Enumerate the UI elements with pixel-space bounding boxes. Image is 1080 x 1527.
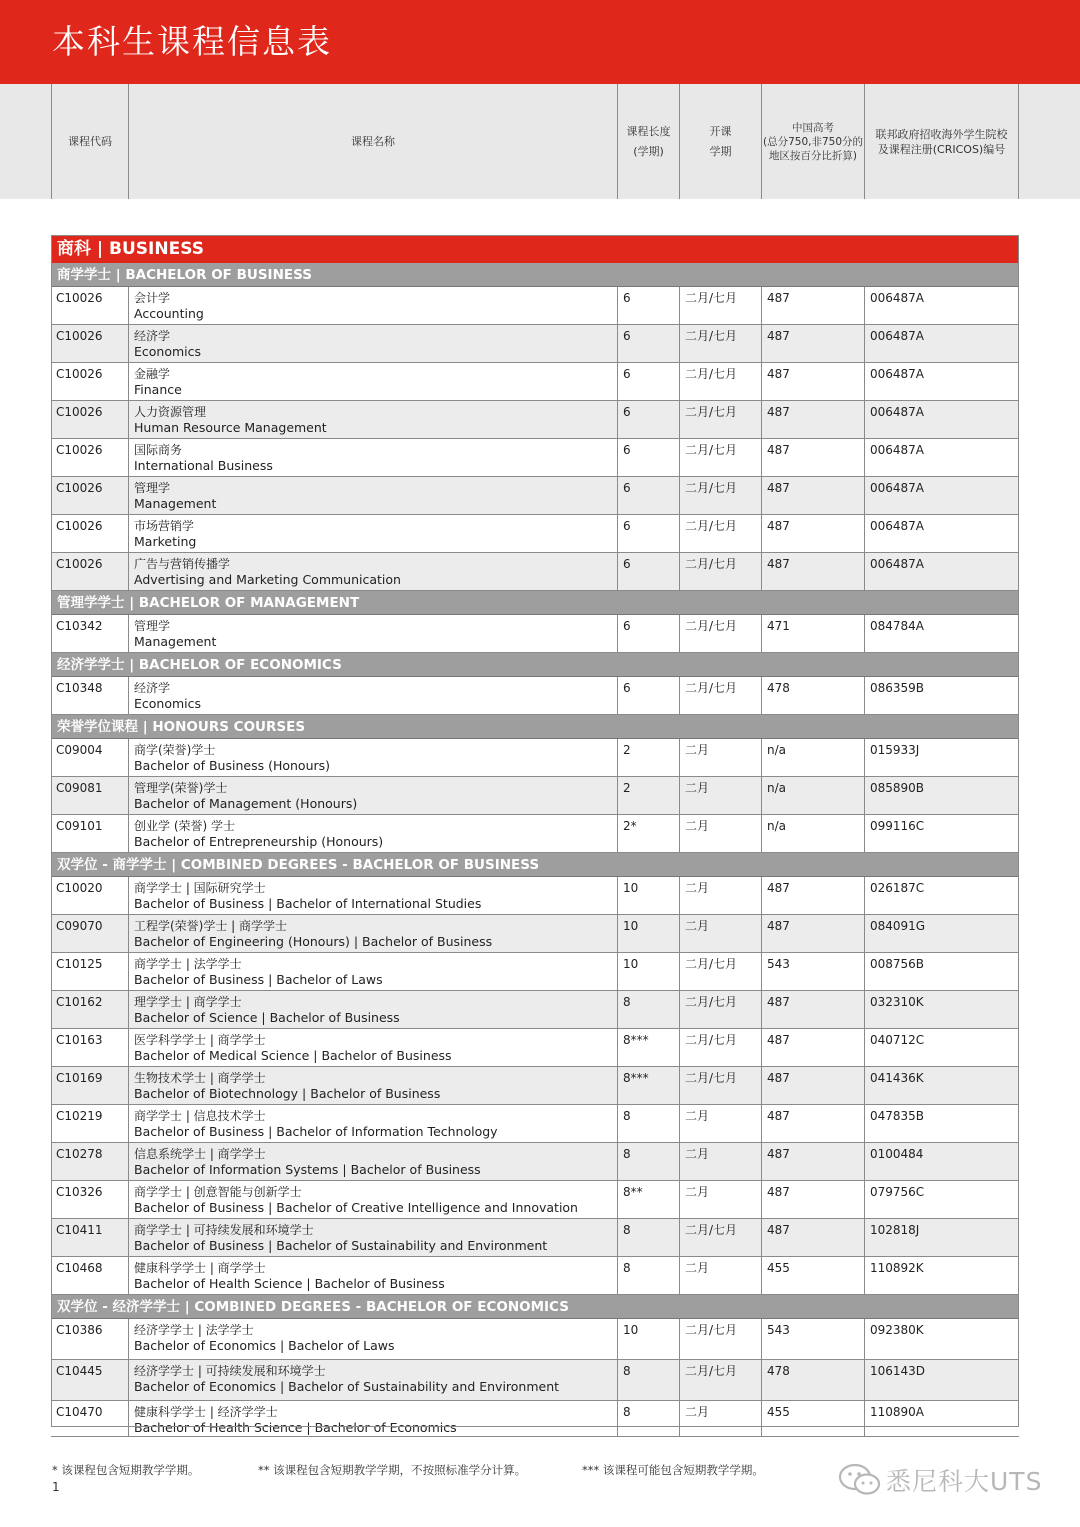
course-name <box>128 363 617 400</box>
table-row <box>51 1319 1019 1360</box>
course-name <box>128 1319 617 1359</box>
group-header: 商学学士 | BACHELOR OF BUSINESS <box>51 263 1019 287</box>
course-code: C10026 <box>56 519 103 533</box>
gaokao-score: 487 <box>761 1105 864 1142</box>
course-intake: 二月/七月 <box>679 991 761 1028</box>
cricos-code: 084784A <box>864 615 1019 652</box>
cricos-code: 006487A <box>864 515 1019 552</box>
section-business: 商科 | BUSINESS <box>51 235 1019 263</box>
course-length: 10 <box>617 1319 679 1359</box>
course-name-cn: 健康科学学士 | 经济学学士 <box>134 1405 278 1419</box>
course-name-cn: 人力资源管理 <box>134 405 207 419</box>
gaokao-score: 487 <box>761 1029 864 1066</box>
table-row <box>51 1257 1019 1295</box>
table-row <box>51 1181 1019 1219</box>
course-name <box>128 877 617 914</box>
course-code: C10125 <box>56 957 103 971</box>
table-row <box>51 739 1019 777</box>
course-intake: 二月/七月 <box>679 1219 761 1256</box>
table-row <box>51 615 1019 653</box>
course-name-cn: 管理学 <box>134 481 171 495</box>
course-name-en: Bachelor of Business (Honours) <box>134 758 331 773</box>
course-length: 10 <box>617 953 679 990</box>
course-code: C09081 <box>56 781 103 795</box>
course-name-cn: 经济学 <box>134 681 171 695</box>
table-row <box>51 777 1019 815</box>
course-length: 8 <box>617 1257 679 1294</box>
course-name-en: Marketing <box>134 534 197 549</box>
course-length: 8*** <box>617 1067 679 1104</box>
course-name <box>128 515 617 552</box>
course-intake: 二月 <box>679 1257 761 1294</box>
course-name-cn: 管理学 <box>134 619 171 633</box>
course-name-en: International Business <box>134 458 273 473</box>
course-name <box>128 953 617 990</box>
course-length: 6 <box>617 677 679 714</box>
course-length: 6 <box>617 439 679 476</box>
gaokao-score: 487 <box>761 915 864 952</box>
page-title: 本科生课程信息表 <box>52 22 332 61</box>
table-row <box>51 1067 1019 1105</box>
course-name <box>128 1143 617 1180</box>
gaokao-score: 543 <box>761 1319 864 1359</box>
course-name <box>128 615 617 652</box>
course-code: C10219 <box>56 1109 103 1123</box>
gaokao-score: n/a <box>761 777 864 814</box>
course-name <box>128 1401 617 1436</box>
course-name-cn: 信息系统学士 | 商学学士 <box>134 1147 266 1161</box>
wechat-logo <box>836 1460 1056 1500</box>
table-row <box>51 991 1019 1029</box>
course-length: 6 <box>617 477 679 514</box>
course-length: 6 <box>617 615 679 652</box>
gaokao-score: 487 <box>761 1181 864 1218</box>
course-code: C10026 <box>56 367 103 381</box>
group-header: 双学位 - 商学学士 | COMBINED DEGREES - BACHELOR OF BUSINESS <box>51 853 1019 877</box>
course-name-cn: 商学学士 | 法学学士 <box>134 957 242 971</box>
cricos-code: 110890A <box>864 1401 1019 1436</box>
gaokao-score: 487 <box>761 515 864 552</box>
course-length: 6 <box>617 325 679 362</box>
gaokao-score: 487 <box>761 1067 864 1104</box>
course-intake: 二月/七月 <box>679 477 761 514</box>
course-name-cn: 商学学士 | 创意智能与创新学士 <box>134 1185 302 1199</box>
table-row <box>51 439 1019 477</box>
course-name-cn: 理学学士 | 商学学士 <box>134 995 242 1009</box>
course-name-cn: 健康科学学士 | 商学学士 <box>134 1261 266 1275</box>
course-name-cn: 经济学学士 | 可持续发展和环境学士 <box>134 1364 326 1378</box>
course-intake: 二月/七月 <box>679 677 761 714</box>
table-row <box>51 477 1019 515</box>
course-name-en: Bachelor of Engineering (Honours) | Bachelor of Business <box>134 934 493 949</box>
logo-text: 悉尼科大UTS <box>886 1467 1043 1496</box>
gaokao-score: 487 <box>761 877 864 914</box>
course-name-cn: 生物技术学士 | 商学学士 <box>134 1071 266 1085</box>
gaokao-score: 487 <box>761 991 864 1028</box>
course-code: C10020 <box>56 881 103 895</box>
course-name-cn: 管理学(荣誉)学士 <box>134 781 228 795</box>
header-length: 课程长度 (学期) <box>626 124 671 158</box>
course-length: 10 <box>617 915 679 952</box>
course-length: 8 <box>617 1401 679 1436</box>
course-length: 6 <box>617 401 679 438</box>
cricos-code: 099116C <box>864 815 1019 852</box>
gaokao-score: 487 <box>761 401 864 438</box>
course-intake: 二月 <box>679 1143 761 1180</box>
course-intake: 二月 <box>679 815 761 852</box>
course-length: 2 <box>617 777 679 814</box>
course-name-en: Bachelor of Science | Bachelor of Business <box>134 1010 400 1025</box>
course-name-cn: 商学(荣誉)学士 <box>134 743 216 757</box>
course-name-en: Accounting <box>134 306 204 321</box>
cricos-code: 006487A <box>864 325 1019 362</box>
cricos-code: 006487A <box>864 553 1019 590</box>
header-divider <box>1018 84 1019 199</box>
gaokao-score: 487 <box>761 439 864 476</box>
course-length: 8 <box>617 991 679 1028</box>
course-name <box>128 553 617 590</box>
course-name <box>128 1029 617 1066</box>
course-name <box>128 1105 617 1142</box>
cricos-code: 006487A <box>864 401 1019 438</box>
course-length: 8 <box>617 1219 679 1256</box>
cricos-code: 047835B <box>864 1105 1019 1142</box>
table-row <box>51 677 1019 715</box>
table-row <box>51 287 1019 325</box>
course-name <box>128 915 617 952</box>
course-name-en: Bachelor of Business | Bachelor of International Studies <box>134 896 482 911</box>
gaokao-score: 487 <box>761 325 864 362</box>
cricos-code: 032310K <box>864 991 1019 1028</box>
course-code: C10026 <box>56 291 103 305</box>
gaokao-score: 487 <box>761 553 864 590</box>
course-name <box>128 401 617 438</box>
wechat-icon <box>836 1462 884 1498</box>
table-row <box>51 1401 1019 1437</box>
course-length: 6 <box>617 553 679 590</box>
course-code: C10386 <box>56 1323 103 1337</box>
gaokao-score: 478 <box>761 677 864 714</box>
course-code: C10169 <box>56 1071 103 1085</box>
course-name-en: Bachelor of Business | Bachelor of Information Technology <box>134 1124 498 1139</box>
course-name-en: Economics <box>134 344 202 359</box>
cricos-code: 015933J <box>864 739 1019 776</box>
course-name <box>128 477 617 514</box>
gaokao-score: 487 <box>761 287 864 324</box>
course-name <box>128 1067 617 1104</box>
gaokao-score: 487 <box>761 1143 864 1180</box>
course-intake: 二月/七月 <box>679 953 761 990</box>
course-code: C09070 <box>56 919 103 933</box>
course-code: C10342 <box>56 619 103 633</box>
course-name-cn: 创业学 (荣誉) 学士 <box>134 819 235 833</box>
footnote-3: *** 该课程可能包含短期教学学期。 <box>582 1463 764 1477</box>
course-name-en: Bachelor of Biotechnology | Bachelor of Business <box>134 1086 441 1101</box>
course-name <box>128 677 617 714</box>
course-code: C10348 <box>56 681 103 695</box>
course-name-en: Economics <box>134 696 202 711</box>
course-name-en: Bachelor of Business | Bachelor of Sustainability and Environment <box>134 1238 548 1253</box>
gaokao-score: n/a <box>761 815 864 852</box>
course-length: 2* <box>617 815 679 852</box>
group-header: 双学位 - 经济学学士 | COMBINED DEGREES - BACHELOR OF ECONOMICS <box>51 1295 1019 1319</box>
course-name-cn: 商学学士 | 信息技术学士 <box>134 1109 266 1123</box>
course-intake: 二月/七月 <box>679 1319 761 1359</box>
course-name <box>128 815 617 852</box>
course-name-cn: 会计学 <box>134 291 171 305</box>
course-code: C10026 <box>56 443 103 457</box>
header-code: 课程代码 <box>68 134 112 148</box>
table-row <box>51 1360 1019 1401</box>
course-code: C10026 <box>56 481 103 495</box>
group-header: 管理学学士 | BACHELOR OF MANAGEMENT <box>51 591 1019 615</box>
table-row <box>51 1029 1019 1067</box>
table-row <box>51 815 1019 853</box>
cricos-code: 006487A <box>864 477 1019 514</box>
course-code: C10326 <box>56 1185 103 1199</box>
cricos-code: 041436K <box>864 1067 1019 1104</box>
course-code: C09101 <box>56 819 103 833</box>
course-name-cn: 经济学学士 | 法学学士 <box>134 1323 254 1337</box>
gaokao-score: 487 <box>761 363 864 400</box>
course-length: 10 <box>617 877 679 914</box>
course-name-en: Advertising and Marketing Communication <box>134 572 401 587</box>
course-length: 6 <box>617 287 679 324</box>
course-intake: 二月 <box>679 1105 761 1142</box>
course-intake: 二月 <box>679 877 761 914</box>
course-name <box>128 325 617 362</box>
course-name-en: Bachelor of Economics | Bachelor of Sustainability and Environment <box>134 1379 560 1394</box>
footnote-2: ** 该课程包含短期教学学期，不按照标准学分计算。 <box>258 1463 527 1477</box>
course-intake: 二月/七月 <box>679 1360 761 1400</box>
table-row <box>51 915 1019 953</box>
table-row <box>51 877 1019 915</box>
course-name <box>128 1257 617 1294</box>
course-length: 8*** <box>617 1029 679 1066</box>
course-code: C10468 <box>56 1261 103 1275</box>
gaokao-score: 487 <box>761 1219 864 1256</box>
cricos-code: 085890B <box>864 777 1019 814</box>
course-name <box>128 1181 617 1218</box>
course-name-en: Bachelor of Business | Bachelor of Creative Intelligence and Innovation <box>134 1200 578 1215</box>
course-name-cn: 医学科学学士 | 商学学士 <box>134 1033 266 1047</box>
course-name-cn: 国际商务 <box>134 443 183 457</box>
table-row <box>51 1219 1019 1257</box>
cricos-code: 040712C <box>864 1029 1019 1066</box>
gaokao-score: 543 <box>761 953 864 990</box>
course-intake: 二月/七月 <box>679 325 761 362</box>
footnote-1: * 该课程包含短期教学学期。 <box>52 1463 200 1477</box>
course-name-en: Bachelor of Entrepreneurship (Honours) <box>134 834 384 849</box>
course-length: 6 <box>617 515 679 552</box>
course-name-en: Finance <box>134 382 182 397</box>
course-name-en: Management <box>134 496 217 511</box>
header-name: 课程名称 <box>351 134 395 148</box>
title-banner <box>0 0 1080 84</box>
header-intake: 开课 学期 <box>709 124 732 158</box>
course-length: 6 <box>617 363 679 400</box>
cricos-code: 008756B <box>864 953 1019 990</box>
course-name-cn: 商学学士 | 国际研究学士 <box>134 881 266 895</box>
course-name-en: Bachelor of Management (Honours) <box>134 796 358 811</box>
cricos-code: 102818J <box>864 1219 1019 1256</box>
course-name-en: Bachelor of Health Science | Bachelor of Business <box>134 1276 445 1291</box>
course-name <box>128 287 617 324</box>
course-intake: 二月/七月 <box>679 439 761 476</box>
course-length: 2 <box>617 739 679 776</box>
cricos-code: 084091G <box>864 915 1019 952</box>
course-intake: 二月/七月 <box>679 363 761 400</box>
course-name <box>128 777 617 814</box>
gaokao-score: 478 <box>761 1360 864 1400</box>
course-name <box>128 1360 617 1400</box>
cricos-code: 0100484 <box>864 1143 1019 1180</box>
course-code: C10026 <box>56 329 103 343</box>
table-row <box>51 325 1019 363</box>
course-length: 8 <box>617 1360 679 1400</box>
table-header <box>0 84 1080 199</box>
table-row <box>51 953 1019 991</box>
course-code: C10162 <box>56 995 103 1009</box>
table-row <box>51 363 1019 401</box>
course-length: 8 <box>617 1143 679 1180</box>
course-intake: 二月 <box>679 915 761 952</box>
course-name-cn: 金融学 <box>134 367 171 381</box>
course-name <box>128 739 617 776</box>
course-intake: 二月/七月 <box>679 287 761 324</box>
table-row <box>51 515 1019 553</box>
course-code: C10411 <box>56 1223 103 1237</box>
cricos-code: 006487A <box>864 363 1019 400</box>
course-name <box>128 1219 617 1256</box>
course-code: C10470 <box>56 1405 103 1419</box>
course-length: 8** <box>617 1181 679 1218</box>
gaokao-score: 471 <box>761 615 864 652</box>
group-header: 荣誉学位课程 | HONOURS COURSES <box>51 715 1019 739</box>
course-code: C09004 <box>56 743 103 757</box>
group-header: 经济学学士 | BACHELOR OF ECONOMICS <box>51 653 1019 677</box>
course-intake: 二月 <box>679 777 761 814</box>
course-code: C10278 <box>56 1147 103 1161</box>
header-cricos: 联邦政府招收海外学生院校 及课程注册(CRICOS)编号 <box>875 127 1008 156</box>
cricos-code: 106143D <box>864 1360 1019 1400</box>
table-row <box>51 401 1019 439</box>
course-name-cn: 经济学 <box>134 329 171 343</box>
gaokao-score: 487 <box>761 477 864 514</box>
course-name-cn: 广告与营销传播学 <box>134 557 231 571</box>
course-name-en: Bachelor of Medical Science | Bachelor of Business <box>134 1048 452 1063</box>
cricos-code: 110892K <box>864 1257 1019 1294</box>
table-row <box>51 1105 1019 1143</box>
cricos-code: 092380K <box>864 1319 1019 1359</box>
course-name-cn: 市场营销学 <box>134 519 195 533</box>
table-row <box>51 1143 1019 1181</box>
gaokao-score: 455 <box>761 1401 864 1436</box>
course-intake: 二月/七月 <box>679 1029 761 1066</box>
course-name-en: Human Resource Management <box>134 420 327 435</box>
course-name-en: Bachelor of Economics | Bachelor of Laws <box>134 1338 395 1353</box>
table-row <box>51 553 1019 591</box>
course-name-en: Bachelor of Business | Bachelor of Laws <box>134 972 383 987</box>
course-intake: 二月 <box>679 1401 761 1436</box>
course-intake: 二月/七月 <box>679 401 761 438</box>
course-length: 8 <box>617 1105 679 1142</box>
course-code: C10026 <box>56 557 103 571</box>
cricos-code: 006487A <box>864 439 1019 476</box>
course-code: C10163 <box>56 1033 103 1047</box>
cricos-code: 006487A <box>864 287 1019 324</box>
course-intake: 二月/七月 <box>679 1067 761 1104</box>
course-name-cn: 工程学(荣誉)学士 | 商学学士 <box>134 919 288 933</box>
course-intake: 二月/七月 <box>679 515 761 552</box>
course-name <box>128 991 617 1028</box>
cricos-code: 026187C <box>864 877 1019 914</box>
gaokao-score: n/a <box>761 739 864 776</box>
course-intake: 二月 <box>679 1181 761 1218</box>
course-name <box>128 439 617 476</box>
page-number: 1 <box>52 1480 60 1494</box>
course-name-cn: 商学学士 | 可持续发展和环境学士 <box>134 1223 314 1237</box>
cricos-code: 079756C <box>864 1181 1019 1218</box>
cricos-code: 086359B <box>864 677 1019 714</box>
course-code: C10445 <box>56 1364 103 1378</box>
gaokao-score: 455 <box>761 1257 864 1294</box>
course-name-en: Bachelor of Health Science | Bachelor of Economics <box>134 1420 457 1435</box>
course-intake: 二月/七月 <box>679 615 761 652</box>
course-code: C10026 <box>56 405 103 419</box>
course-name-en: Management <box>134 634 217 649</box>
course-table <box>51 235 1019 1437</box>
course-name-en: Bachelor of Information Systems | Bachelor of Business <box>134 1162 481 1177</box>
header-gaokao: 中国高考 (总分750,非750分的 地区按百分比折算) <box>762 121 864 162</box>
course-intake: 二月/七月 <box>679 553 761 590</box>
course-intake: 二月 <box>679 739 761 776</box>
